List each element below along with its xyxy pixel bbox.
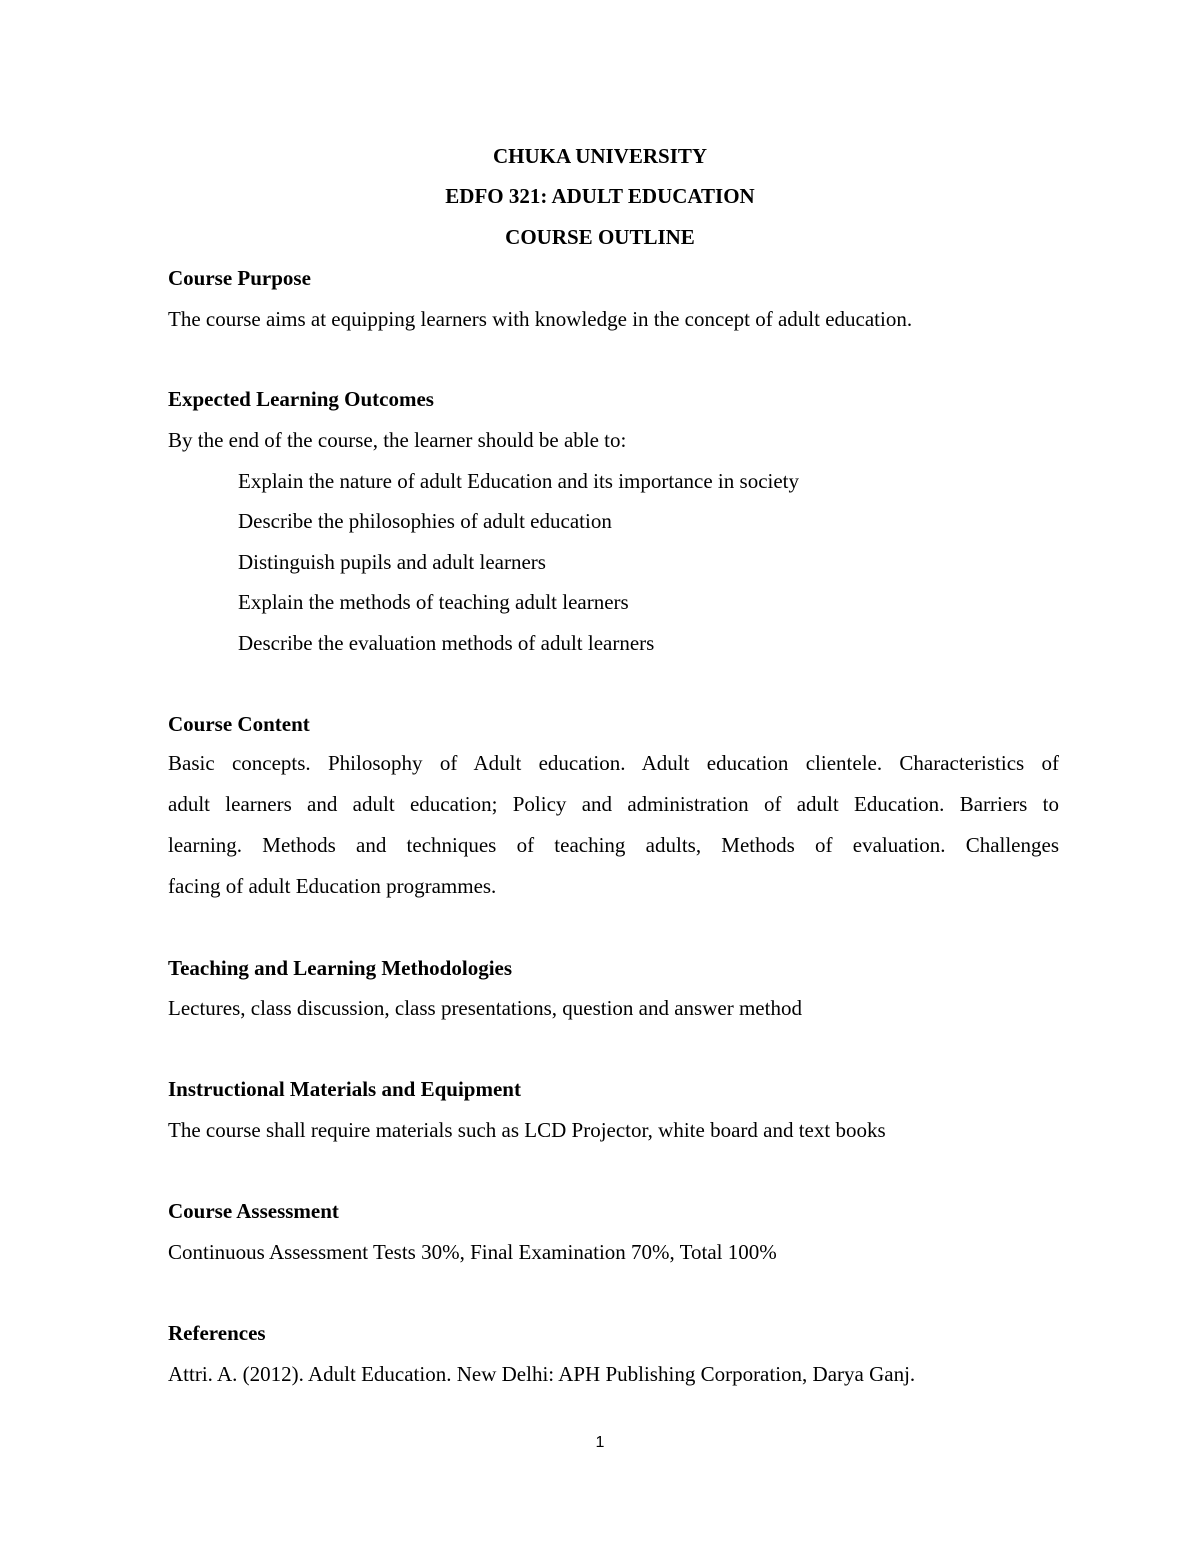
- course-content-heading: Course Content: [168, 712, 310, 736]
- course-content-line: facing of adult Education programmes.: [168, 874, 497, 898]
- teaching-methodologies-heading: Teaching and Learning Methodologies: [168, 956, 513, 980]
- document-type-title: COURSE OUTLINE: [505, 225, 695, 249]
- outcome-item: Describe the evaluation methods of adult learners: [238, 631, 655, 655]
- outcome-item: Explain the nature of adult Education and its importance in society: [238, 469, 800, 493]
- university-title: CHUKA UNIVERSITY: [492, 144, 708, 168]
- expected-outcomes-intro: By the end of the course, the learner should be able to:: [168, 428, 627, 452]
- course-assessment-heading: Course Assessment: [168, 1199, 339, 1223]
- outcome-item: Distinguish pupils and adult learners: [238, 550, 546, 574]
- expected-outcomes-heading: Expected Learning Outcomes: [168, 387, 434, 411]
- reference-entry: Attri. A. (2012). Adult Education. New Delhi: APH Publishing Corporation, Darya Ganj.: [168, 1362, 916, 1386]
- instructional-materials-text: The course shall require materials such as LCD Projector, white board and text books: [168, 1118, 886, 1142]
- outcome-item: Explain the methods of teaching adult learners: [238, 590, 629, 614]
- page-number: 1: [595, 1434, 605, 1451]
- course-content-line: Basic concepts. Philosophy of Adult education. Adult education clientele. Characteristics of: [168, 751, 1059, 775]
- instructional-materials-heading: Instructional Materials and Equipment: [168, 1077, 521, 1101]
- course-assessment-text: Continuous Assessment Tests 30%, Final Examination 70%, Total 100%: [168, 1240, 777, 1264]
- teaching-methodologies-text: Lectures, class discussion, class presentations, question and answer method: [168, 996, 802, 1020]
- references-heading: References: [168, 1321, 266, 1345]
- course-content-paragraph: [168, 750, 1059, 914]
- course-purpose-text: The course aims at equipping learners with knowledge in the concept of adult education.: [168, 307, 913, 331]
- outcome-item: Describe the philosophies of adult education: [238, 509, 612, 533]
- course-content-line: learning. Methods and techniques of teaching adults, Methods of evaluation. Challenges: [168, 833, 1059, 857]
- course-content-line: adult learners and adult education; Policy and administration of adult Education. Barriers to: [168, 792, 1059, 816]
- course-title: EDFO 321: ADULT EDUCATION: [445, 184, 755, 208]
- course-purpose-heading: Course Purpose: [168, 266, 311, 290]
